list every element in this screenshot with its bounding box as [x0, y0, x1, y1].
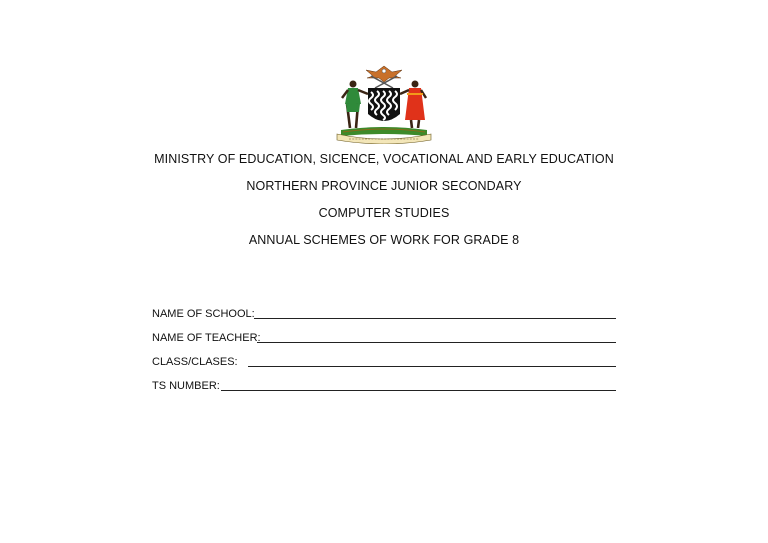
- class-label: CLASS/CLASES:: [152, 356, 238, 368]
- coat-of-arms-emblem: [331, 64, 437, 144]
- province-heading: NORTHERN PROVINCE JUNIOR SECONDARY: [246, 179, 522, 193]
- class-field[interactable]: [248, 366, 616, 367]
- class-row: [152, 354, 618, 370]
- ts-number-field[interactable]: [221, 390, 616, 391]
- teacher-name-field[interactable]: [257, 342, 616, 343]
- document-title: ANNUAL SCHEMES OF WORK FOR GRADE 8: [248, 233, 520, 247]
- ministry-heading: MINISTRY OF EDUCATION, SICENCE, VOCATIONAL AND EARLY EDUCATION: [154, 152, 614, 166]
- subject-heading: COMPUTER STUDIES: [318, 206, 450, 220]
- school-name-row: [152, 306, 618, 322]
- ts-number-label: TS NUMBER:: [152, 380, 220, 392]
- teacher-name-row: [152, 330, 618, 346]
- school-name-label: NAME OF SCHOOL:: [152, 308, 255, 320]
- ts-number-row: [152, 378, 618, 394]
- teacher-name-label: NAME OF TEACHER:: [152, 332, 261, 344]
- school-name-field[interactable]: [254, 318, 616, 319]
